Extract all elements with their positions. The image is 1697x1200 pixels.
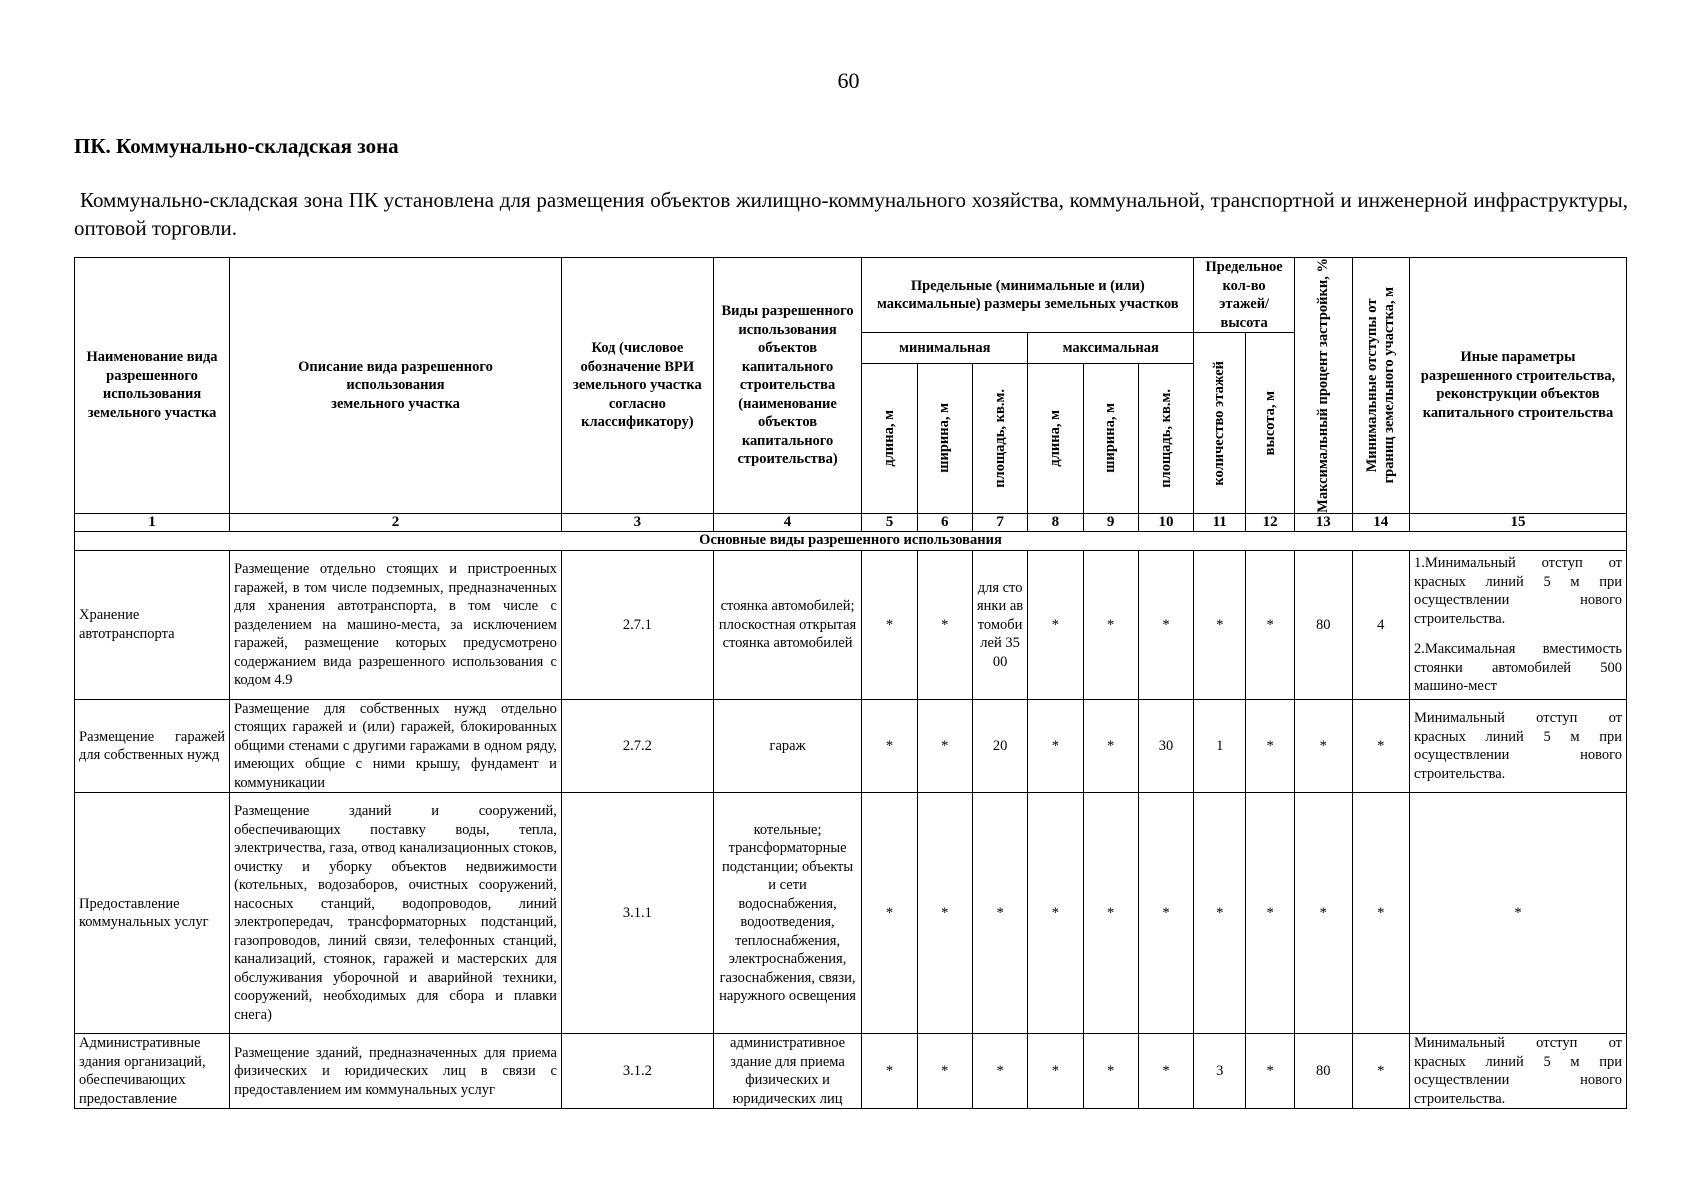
header-min-length-text: длина, м (880, 410, 897, 467)
row-description: Размещение отдельно стоящих и пристроенных гаражей, в том числе подземных, предназначенных для хранения автотранспорта, в том числе с разделением на машино-места, за исключением гаражей, размещение которых предусмотрено содержанием вида разрешенного использования с кодом 4.9 (230, 550, 562, 699)
row-min-width: * (917, 1034, 972, 1109)
row-max-area: 30 (1138, 699, 1193, 793)
intro-paragraph: Коммунально-складская зона ПК установлена для размещения объектов жилищно-коммунального хозяйства, коммунальной, транспортной и инженерной инфраструктуры, оптовой торговли. (74, 188, 1628, 240)
row-max-length: * (1028, 550, 1083, 699)
header-percent (1295, 258, 1352, 514)
column-number: 1 (75, 513, 230, 531)
header-min-length (862, 363, 917, 513)
header-objects: Виды разрешенного использования объектов капитального строительства (наименование объектов капитального строительства) (713, 258, 862, 514)
row-min-area: * (972, 1034, 1027, 1109)
row-max-length: * (1028, 793, 1083, 1034)
row-description: Размещение для собственных нужд отдельно стоящих гаражей и (или) гаражей, блокированных общими стенами с другими гаражами в одном ряду, имеющих общие с ними крышу, фундамент и коммуникации (230, 699, 562, 793)
column-number: 3 (561, 513, 713, 531)
header-code: Код (числовое обозначение ВРИ земельного участка согласно классификатору) (561, 258, 713, 514)
row-other (1409, 550, 1626, 699)
row-other: Минимальный отступ от красных линий 5 м при осуществлении нового строительства. (1409, 1034, 1626, 1109)
column-number: 10 (1138, 513, 1193, 531)
header-max-width-text: ширина, м (1102, 403, 1119, 474)
row-percent: 80 (1295, 550, 1352, 699)
row-setback: * (1352, 1034, 1409, 1109)
row-height: * (1246, 699, 1295, 793)
header-floors-text: количество этажей (1211, 360, 1228, 486)
column-number: 4 (713, 513, 862, 531)
header-min-width (917, 363, 972, 513)
header-max-width (1083, 363, 1138, 513)
page-number: 60 (837, 68, 860, 93)
table-row (75, 550, 1627, 699)
row-other-item: 1.Минимальный отступ от красных линий 5 м при осуществлении нового строительства. (1413, 555, 1622, 627)
row-max-area: * (1138, 550, 1193, 699)
row-setback: 4 (1352, 550, 1409, 699)
column-number: 14 (1352, 513, 1409, 531)
header-description-line2: использования (346, 377, 445, 394)
table-row (75, 793, 1627, 1034)
header-height-text: высота, м (1261, 390, 1278, 456)
row-setback: * (1352, 793, 1409, 1034)
row-min-length: * (862, 699, 917, 793)
header-floors-group: Предельное кол-во этажей/ высота (1194, 258, 1295, 333)
header-description-line1: Описание вида разрешенного (298, 358, 493, 375)
row-other: Минимальный отступ от красных линий 5 м при осуществлении нового строительства. (1409, 699, 1626, 793)
column-number: 11 (1194, 513, 1246, 531)
header-description (230, 258, 562, 514)
header-max-length-text: длина, м (1046, 410, 1063, 467)
row-name: Размещение гаражей для собственных нужд (75, 699, 230, 793)
section-subheading: Основные виды разрешенного использования (75, 531, 1627, 550)
row-description: Размещение зданий и сооружений, обеспечивающих поставку воды, тепла, электричества, газа, отвод канализационных стоков, очистку и уборку объектов недвижимости (котельных, водозаборов, очистных сооружений, насосных станций, водопроводов, линий электропередач, трансформаторных подстанций, газопроводов, линий связи, телефонных станций, канализаций, стоянок, гаражей и мастерских для обслуживания уборочной и аварийной техники, сооружений, необходимых для сбора и плавки снега) (230, 793, 562, 1034)
column-number: 2 (230, 513, 562, 531)
row-code: 3.1.1 (561, 793, 713, 1034)
row-percent: * (1295, 793, 1352, 1034)
header-min-width-text: ширина, м (936, 403, 953, 474)
header-setback-line2: границ земельного участка, м (1380, 287, 1397, 484)
row-min-width: * (917, 793, 972, 1034)
row-floors: 1 (1194, 699, 1246, 793)
row-setback: * (1352, 699, 1409, 793)
row-code: 3.1.2 (561, 1034, 713, 1109)
row-max-width: * (1083, 699, 1138, 793)
row-min-area: 20 (972, 699, 1027, 793)
table-row (75, 699, 1627, 793)
row-objects: гараж (713, 699, 862, 793)
column-number: 12 (1246, 513, 1295, 531)
header-floors (1194, 333, 1246, 514)
row-min-width: * (917, 550, 972, 699)
column-number: 9 (1083, 513, 1138, 531)
row-code: 2.7.2 (561, 699, 713, 793)
header-setback-text (1364, 287, 1398, 483)
row-max-length: * (1028, 1034, 1083, 1109)
row-name: Административные здания организаций, обеспечивающих предоставление (75, 1034, 230, 1109)
header-plot-sizes: Предельные (минимальные и (или) максимальные) размеры земельных участков (862, 258, 1194, 333)
row-other: * (1409, 793, 1626, 1034)
header-setback (1352, 258, 1409, 514)
section-title: ПК. Коммунально-складская зона (74, 134, 399, 158)
row-max-width: * (1083, 550, 1138, 699)
row-name: Хранение автотранспорта (75, 550, 230, 699)
header-max-length (1028, 363, 1083, 513)
row-max-area: * (1138, 793, 1193, 1034)
column-number: 13 (1295, 513, 1352, 531)
header-max: максимальная (1028, 333, 1194, 364)
row-min-area: для стоянки автомобилей 3500 (972, 550, 1027, 699)
row-min-length: * (862, 550, 917, 699)
header-height (1246, 333, 1295, 514)
row-code: 2.7.1 (561, 550, 713, 699)
header-min-area (972, 363, 1027, 513)
header-max-area (1138, 363, 1193, 513)
row-min-length: * (862, 793, 917, 1034)
row-other-item: 2.Максимальная вместимость стоянки автомобилей 500 машино-мест (1413, 641, 1622, 695)
row-max-width: * (1083, 793, 1138, 1034)
header-min-area-text: площадь, кв.м. (991, 388, 1008, 488)
row-description: Размещение зданий, предназначенных для приема физических и юридических лиц в связи с предоставлением им коммунальных услуг (230, 1034, 562, 1109)
header-name: Наименование вида разрешенного использования земельного участка (75, 258, 230, 514)
row-min-area: * (972, 793, 1027, 1034)
header-description-line3: земельного участка (331, 395, 460, 412)
column-number: 7 (972, 513, 1027, 531)
column-number: 5 (862, 513, 917, 531)
column-number: 6 (917, 513, 972, 531)
row-height: * (1246, 793, 1295, 1034)
header-other: Иные параметры разрешенного строительства, реконструкции объектов капитального строительства (1409, 258, 1626, 514)
column-number: 15 (1409, 513, 1626, 531)
row-floors: * (1194, 550, 1246, 699)
row-name: Предоставление коммунальных услуг (75, 793, 230, 1034)
row-floors: * (1194, 793, 1246, 1034)
row-objects: административное здание для приема физических и юридических лиц (713, 1034, 862, 1109)
row-objects: стоянка автомобилей; плоскостная открытая стоянка автомобилей (713, 550, 862, 699)
row-height: * (1246, 1034, 1295, 1109)
row-max-area: * (1138, 1034, 1193, 1109)
row-percent: * (1295, 699, 1352, 793)
table-row (75, 1034, 1627, 1109)
row-objects: котельные; трансформаторные подстанции; объекты и сети водоснабжения, водоотведения, теплоснабжения, электроснабжения, газоснабжения, связи, наружного освещения (713, 793, 862, 1034)
row-percent: 80 (1295, 1034, 1352, 1109)
row-height: * (1246, 550, 1295, 699)
header-max-area-text: площадь, кв.м. (1157, 388, 1174, 488)
row-max-length: * (1028, 699, 1083, 793)
zoning-table (74, 257, 1627, 1109)
row-max-width: * (1083, 1034, 1138, 1109)
column-number: 8 (1028, 513, 1083, 531)
header-min: минимальная (862, 333, 1028, 364)
row-min-width: * (917, 699, 972, 793)
header-percent-text: Максимальный процент застройки, % (1314, 258, 1331, 513)
row-floors: 3 (1194, 1034, 1246, 1109)
header-setback-line1: Минимальные отступы от (1363, 298, 1380, 473)
row-min-length: * (862, 1034, 917, 1109)
